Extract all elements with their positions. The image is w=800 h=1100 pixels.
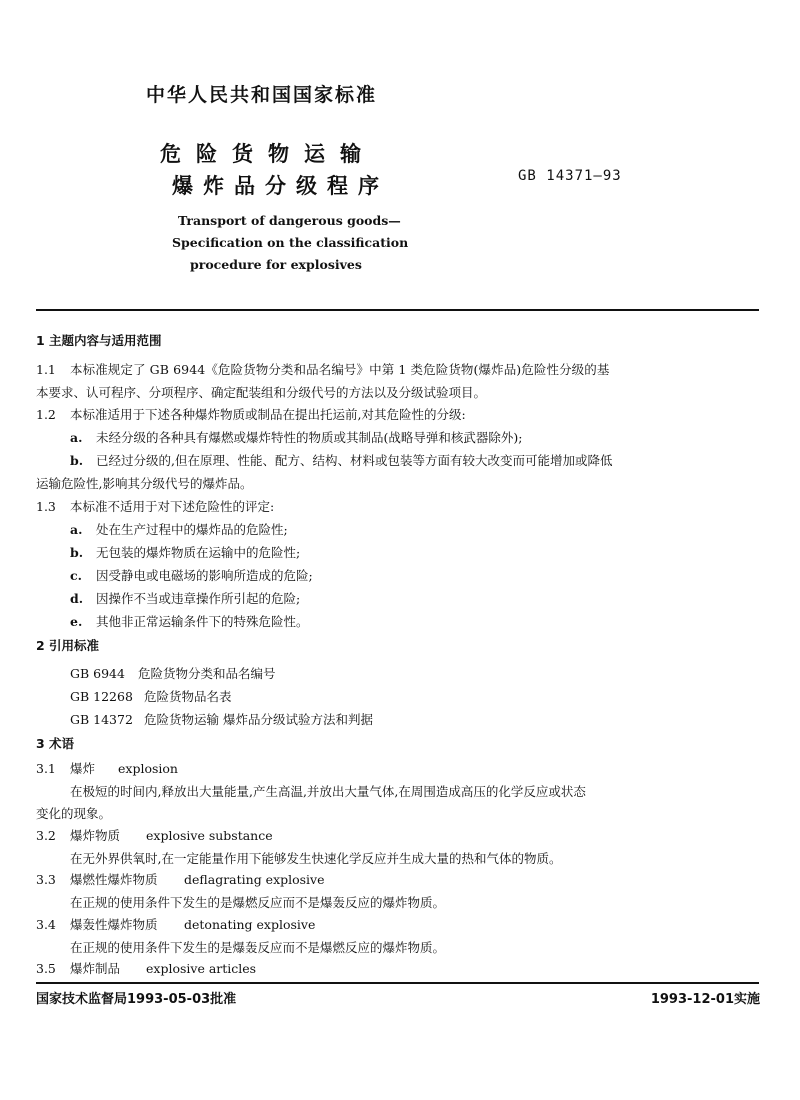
section-3-heading: 3 术语 — [36, 736, 75, 751]
item-text: 因操作不当或违章操作所引起的危险; — [96, 591, 301, 606]
doc-title-line1: 危险货物运输 — [160, 142, 376, 166]
term-name: 爆燃性爆炸物质 — [70, 872, 158, 887]
term-number: 3.5 — [36, 961, 56, 976]
item-text: 未经分级的各种具有爆燃或爆炸特性的物质或其制品(战略导弹和核武器除外); — [96, 430, 523, 445]
item-text: 已经过分级的,但在原理、性能、配方、结构、材料或包装等方面有较大改变而可能增加或降低 — [96, 453, 613, 468]
item-label: e. — [70, 614, 83, 629]
effective-date: 1993-12-01实施 — [650, 992, 760, 1007]
item-label: b. — [70, 545, 84, 560]
section-1-heading: 1 主题内容与适用范围 — [36, 333, 162, 348]
item-label: c. — [70, 568, 82, 583]
item-text-continued: 运输危险性,影响其分级代号的爆炸品。 — [36, 476, 253, 491]
clause-1-3-text: 本标准不适用于对下述危险性的评定: — [70, 499, 275, 514]
term-number: 3.2 — [36, 828, 56, 843]
standard-code: GB 14371—93 — [518, 168, 622, 184]
term-definition: 在无外界供氧时,在一定能量作用下能够发生快速化学反应并生成大量的热和气体的物质。 — [70, 851, 562, 866]
reference-code: GB 12268 — [70, 689, 133, 704]
english-title-line1: Transport of dangerous goods— — [178, 213, 401, 228]
term-definition: 在极短的时间内,释放出大量能量,产生高温,并放出大量气体,在周围造成高压的化学反应或状态 — [70, 784, 586, 799]
item-label: a. — [70, 430, 83, 445]
doc-title-line2: 爆炸品分级程序 — [172, 174, 389, 198]
reference-title: 危险货物品名表 — [144, 689, 232, 704]
term-english: explosive articles — [146, 961, 257, 976]
section-2-heading: 2 引用标准 — [36, 638, 100, 653]
term-definition-continued: 变化的现象。 — [36, 806, 112, 821]
term-name: 爆炸 — [70, 761, 96, 776]
term-definition: 在正规的使用条件下发生的是爆燃反应而不是爆轰反应的爆炸物质。 — [70, 895, 446, 910]
term-number: 3.3 — [36, 872, 56, 887]
term-english: explosion — [118, 761, 178, 776]
item-text: 处在生产过程中的爆炸品的危险性; — [96, 522, 288, 537]
term-name: 爆炸物质 — [70, 828, 121, 843]
clause-1-1-line2: 本要求、认可程序、分项程序、确定配装组和分级代号的方法以及分级试验项目。 — [36, 385, 487, 400]
item-label: b. — [70, 453, 84, 468]
item-text: 因受静电或电磁场的影响所造成的危险; — [96, 568, 313, 583]
term-english: explosive substance — [146, 828, 273, 843]
clause-1-2-number: 1.2 — [36, 407, 56, 422]
item-label: d. — [70, 591, 84, 606]
clause-1-1-number: 1.1 — [36, 362, 56, 377]
term-name: 爆轰性爆炸物质 — [70, 917, 158, 932]
reference-title: 危险货物运输 爆炸品分级试验方法和判据 — [144, 712, 373, 727]
clause-1-3-number: 1.3 — [36, 499, 56, 514]
reference-title: 危险货物分类和品名编号 — [138, 666, 276, 681]
org-title: 中华人民共和国国家标准 — [146, 84, 378, 106]
approval-line: 国家技术监督局1993-05-03批准 — [36, 992, 237, 1007]
clause-1-2-text: 本标准适用于下述各种爆炸物质或制品在提出托运前,对其危险性的分级: — [70, 407, 466, 422]
term-number: 3.4 — [36, 917, 56, 932]
english-title-line3: procedure for explosives — [190, 257, 362, 272]
term-number: 3.1 — [36, 761, 56, 776]
item-text: 其他非正常运输条件下的特殊危险性。 — [96, 614, 309, 629]
term-definition: 在正规的使用条件下发生的是爆轰反应而不是爆燃反应的爆炸物质。 — [70, 940, 446, 955]
header-divider — [36, 309, 759, 311]
footer-divider — [36, 982, 759, 984]
reference-code: GB 14372 — [70, 712, 133, 727]
english-title-line2: Specification on the classification — [172, 235, 409, 250]
reference-code: GB 6944 — [70, 666, 125, 681]
item-text: 无包装的爆炸物质在运输中的危险性; — [96, 545, 301, 560]
clause-1-1-line1: 本标准规定了 GB 6944《危险货物分类和品名编号》中第 1 类危险货物(爆炸品)危险性分级的基 — [70, 362, 610, 377]
term-english: deflagrating explosive — [184, 872, 325, 887]
term-english: detonating explosive — [184, 917, 316, 932]
item-label: a. — [70, 522, 83, 537]
term-name: 爆炸制品 — [70, 961, 121, 976]
